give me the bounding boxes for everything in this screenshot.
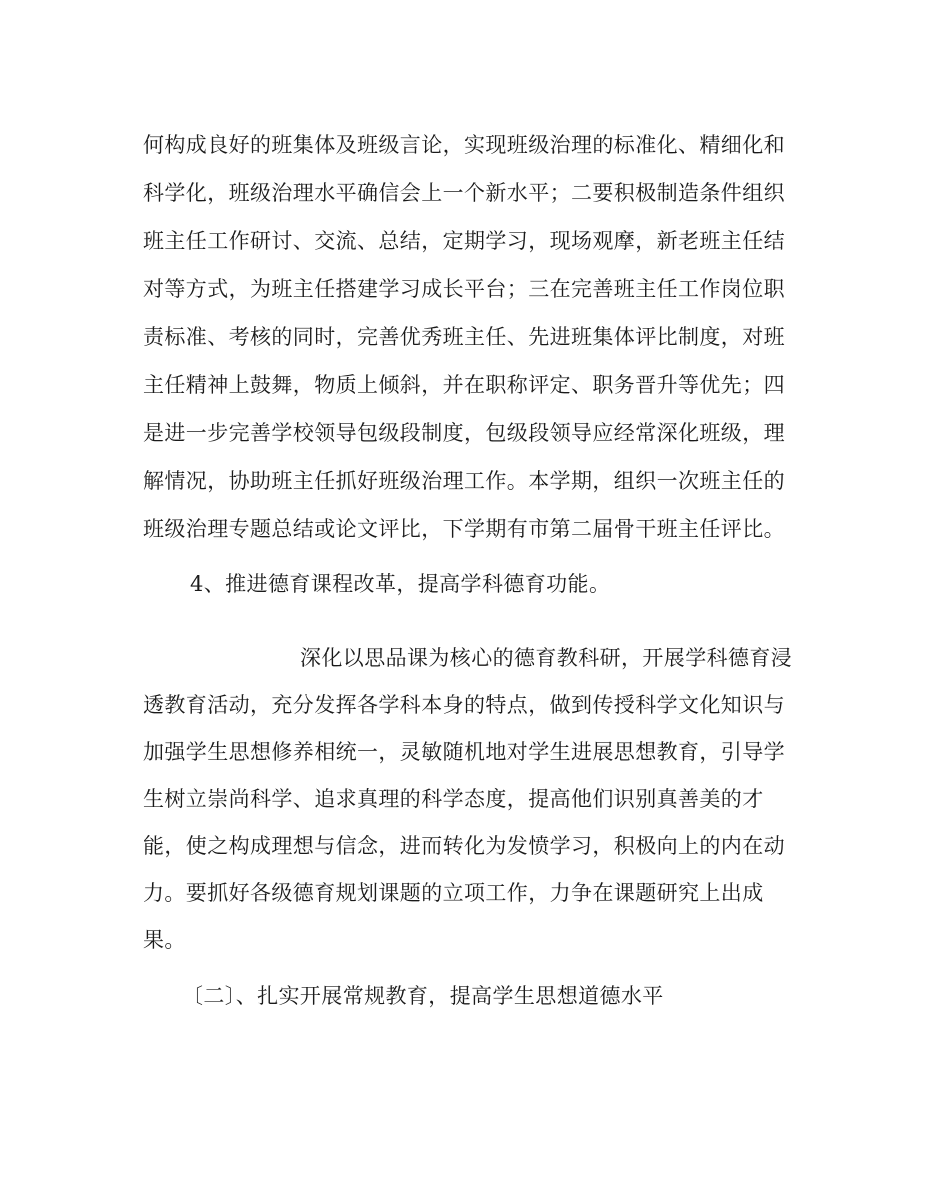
paragraph-1-line-7: 是进一步完善学校领导包级段制度，包级段领导应经常深化班级，理 [143,421,785,445]
paragraph-2-line-1: 深化以思品课为核心的德育教科研，开展学科德育浸 [300,646,793,670]
paragraph-2-line-5: 能，使之构成理想与信念，进而转化为发愤学习，积极向上的内在动 [143,834,785,858]
paragraph-1-line-9: 班级治理专题总结或论文评比，下学期有市第二届骨干班主任评比。 [143,517,785,541]
paragraph-1-line-4: 对等方式，为班主任搭建学习成长平台；三在完善班主任工作岗位职 [143,277,785,301]
section-heading-2: 〔二〕、扎实开展常规教育，提高学生思想道德水平 [182,984,664,1008]
paragraph-2-line-2: 透教育活动，充分发挥各学科本身的特点，做到传授科学文化知识与 [143,693,785,717]
section-heading-4: 4、推进德育课程改革，提高学科德育功能。 [190,572,611,596]
paragraph-1-line-8: 解情况，协助班主任抓好班级治理工作。本学期，组织一次班主任的 [143,469,785,493]
paragraph-1-line-2: 科学化，班级治理水平确信会上一个新水平；二要积极制造条件组织 [143,181,785,205]
paragraph-2-line-6: 力。要抓好各级德育规划课题的立项工作，力争在课题研究上出成 [143,881,764,905]
paragraph-2-line-3: 加强学生思想修养相统一，灵敏随机地对学生进展思想教育，引导学 [143,740,785,764]
paragraph-1-line-3: 班主任工作研讨、交流、总结，定期学习，现场观摩，新老班主任结 [143,229,785,253]
paragraph-1-line-6: 主任精神上鼓舞，物质上倾斜，并在职称评定、职务晋升等优先；四 [143,373,785,397]
paragraph-2-line-7: 果。 [143,928,186,952]
paragraph-1-line-1: 何构成良好的班集体及班级言论，实现班级治理的标准化、精细化和 [143,133,785,157]
paragraph-2-line-4: 生树立崇尚科学、追求真理的科学态度，提高他们识别真善美的才 [143,787,764,811]
paragraph-1-line-5: 责标准、考核的同时，完善优秀班主任、先进班集体评比制度，对班 [143,325,785,349]
